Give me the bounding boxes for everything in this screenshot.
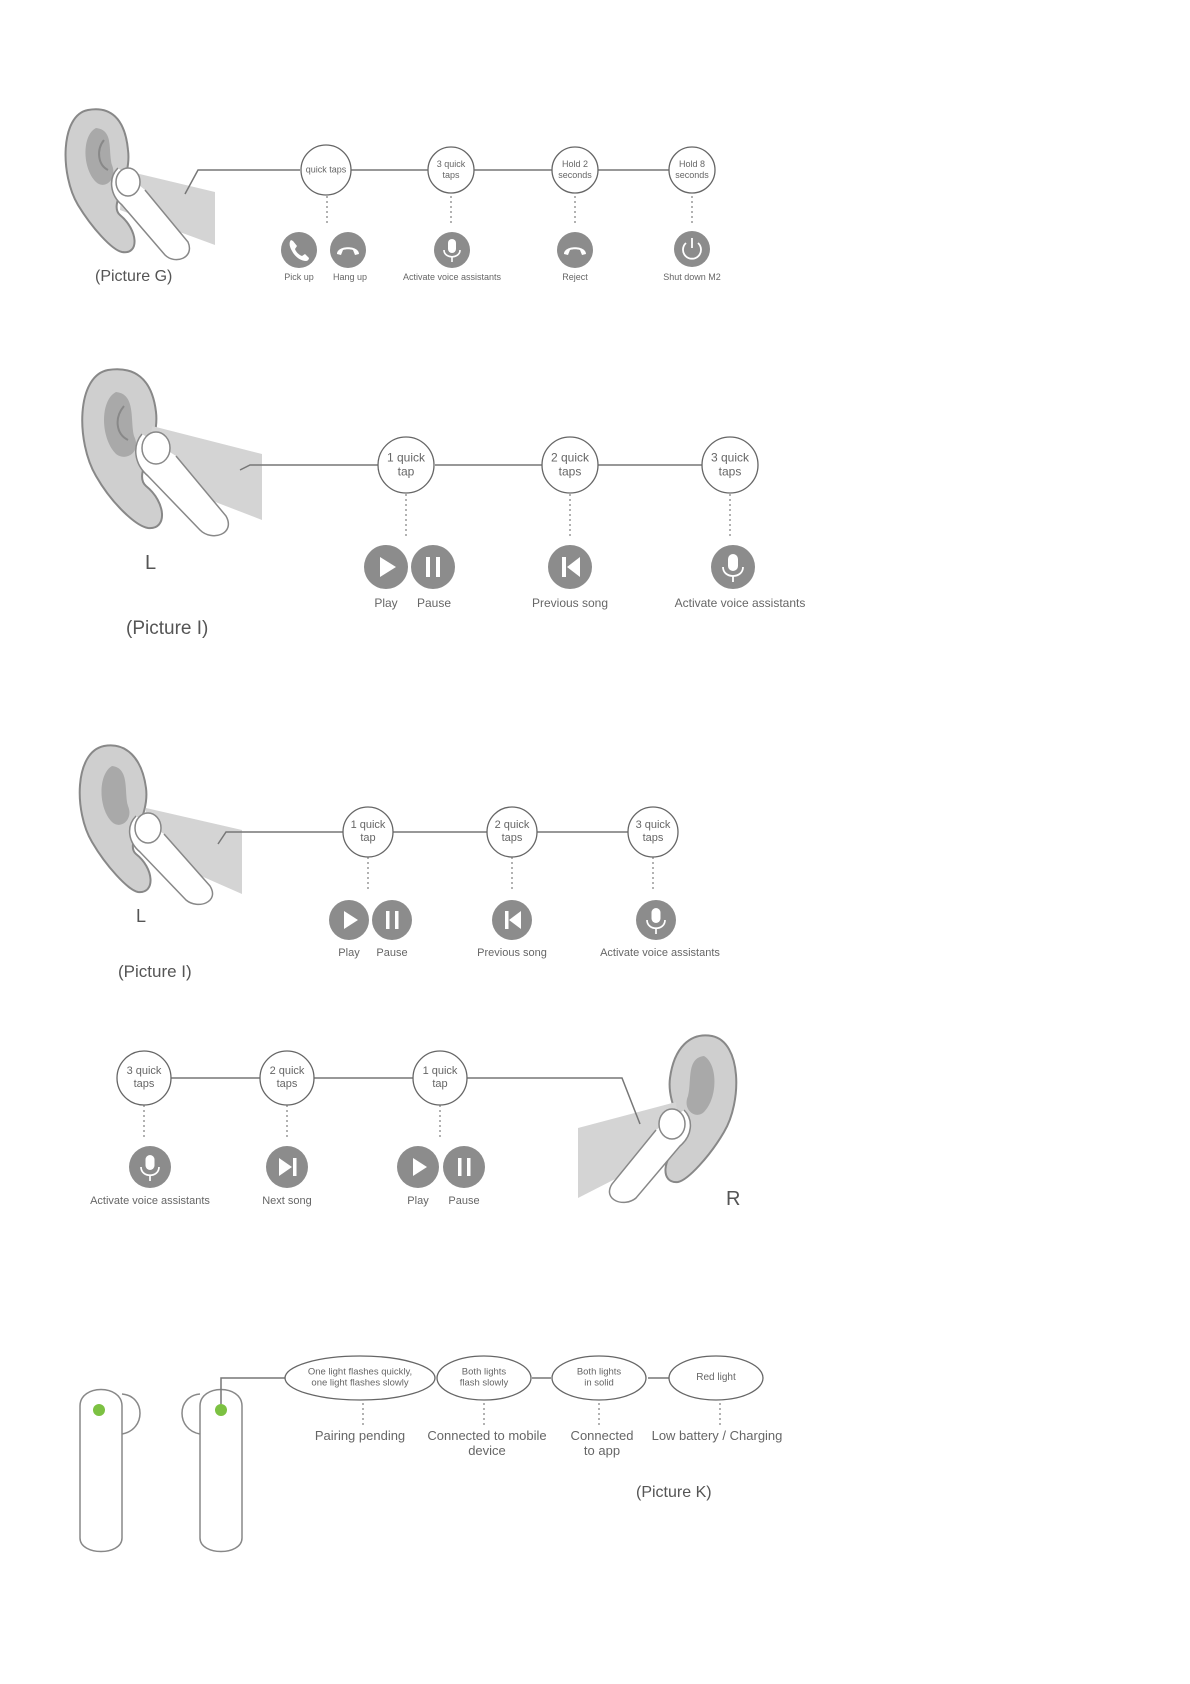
previous-icon bbox=[548, 545, 592, 589]
node-label: 3 quick taps bbox=[710, 450, 750, 479]
action-label: Previous song bbox=[531, 596, 609, 610]
picture-i-caption: (Picture I) bbox=[118, 962, 192, 981]
node-label: 3 quick taps bbox=[436, 159, 466, 180]
action-label: Activate voice assistants bbox=[402, 272, 502, 282]
led-indicator bbox=[215, 1404, 227, 1416]
action-label: Pick up bbox=[284, 272, 314, 282]
side-label: R bbox=[726, 1188, 741, 1210]
led-indicator bbox=[93, 1404, 105, 1416]
action-label: Activate voice assistants bbox=[600, 947, 720, 959]
microphone-icon bbox=[434, 232, 470, 268]
action-label: Play bbox=[338, 947, 360, 959]
play-icon bbox=[364, 545, 408, 589]
phone-icon bbox=[281, 232, 317, 268]
picture-k-diagram bbox=[0, 1330, 1190, 1580]
picture-i-caption: (Picture I) bbox=[126, 618, 209, 639]
pause-icon bbox=[443, 1146, 485, 1188]
node-label: 3 quick taps bbox=[635, 818, 671, 844]
state-label: Pairing pending bbox=[314, 1428, 406, 1443]
microphone-icon bbox=[636, 900, 676, 940]
node-label: One light flashes quickly, one light flashes slowly bbox=[307, 1366, 413, 1389]
power-icon bbox=[674, 231, 710, 267]
hang-up-icon bbox=[330, 232, 366, 268]
node-label: 2 quick taps bbox=[269, 1064, 305, 1090]
node-label: quick taps bbox=[305, 164, 347, 175]
action-label: Play bbox=[407, 1195, 429, 1207]
action-label: Activate voice assistants bbox=[674, 596, 806, 610]
action-label: Pause bbox=[448, 1195, 480, 1207]
node-label: Hold 8 seconds bbox=[675, 159, 709, 180]
picture-g-caption: (Picture G) bbox=[95, 268, 173, 285]
state-label: Connected to app bbox=[570, 1428, 634, 1458]
action-label: Activate voice assistants bbox=[90, 1195, 210, 1207]
node-label: Both lights in solid bbox=[576, 1366, 622, 1389]
action-label: Play bbox=[374, 596, 398, 610]
node-label: 1 quick tap bbox=[386, 450, 426, 479]
node-label: 2 quick taps bbox=[550, 450, 590, 479]
node-label: Both lights flash slowly bbox=[459, 1366, 509, 1389]
picture-k-caption: (Picture K) bbox=[636, 1484, 712, 1501]
pause-icon bbox=[411, 545, 455, 589]
action-label: Pause bbox=[376, 947, 408, 959]
picture-g-lines bbox=[0, 0, 1190, 300]
play-icon bbox=[397, 1146, 439, 1188]
picture-i-right-diagram bbox=[0, 1020, 1190, 1230]
action-label: Previous song bbox=[477, 947, 547, 959]
play-icon bbox=[329, 900, 369, 940]
previous-icon bbox=[492, 900, 532, 940]
pause-icon bbox=[372, 900, 412, 940]
picture-i-left-lines bbox=[0, 730, 1190, 990]
earbud-icon bbox=[182, 1390, 242, 1552]
action-label: Hang up bbox=[332, 272, 368, 282]
node-label: Red light bbox=[696, 1372, 736, 1383]
picture-i-large-diagram bbox=[0, 330, 1190, 660]
node-label: 2 quick taps bbox=[494, 818, 530, 844]
state-label: Connected to mobile device bbox=[427, 1428, 547, 1458]
action-label: Next song bbox=[262, 1195, 312, 1207]
earbud-icon bbox=[578, 1102, 690, 1202]
action-label: Reject bbox=[562, 272, 588, 282]
node-label: 3 quick taps bbox=[126, 1064, 162, 1090]
picture-i-left-diagram bbox=[0, 730, 1190, 990]
node-label: 1 quick tap bbox=[350, 818, 386, 844]
side-label: L bbox=[136, 906, 147, 926]
state-label: Low battery / Charging bbox=[651, 1428, 783, 1443]
next-icon bbox=[266, 1146, 308, 1188]
action-label: Pause bbox=[416, 596, 452, 610]
picture-g-diagram bbox=[0, 0, 1190, 300]
picture-i-large-lines bbox=[0, 330, 1190, 660]
node-label: 1 quick tap bbox=[422, 1064, 458, 1090]
microphone-icon bbox=[711, 545, 755, 589]
hang-up-icon bbox=[557, 232, 593, 268]
microphone-icon bbox=[129, 1146, 171, 1188]
node-label: Hold 2 seconds bbox=[558, 159, 592, 180]
earbud-icon bbox=[80, 1390, 140, 1552]
side-label: L bbox=[145, 552, 157, 574]
action-label: Shut down M2 bbox=[663, 272, 721, 282]
